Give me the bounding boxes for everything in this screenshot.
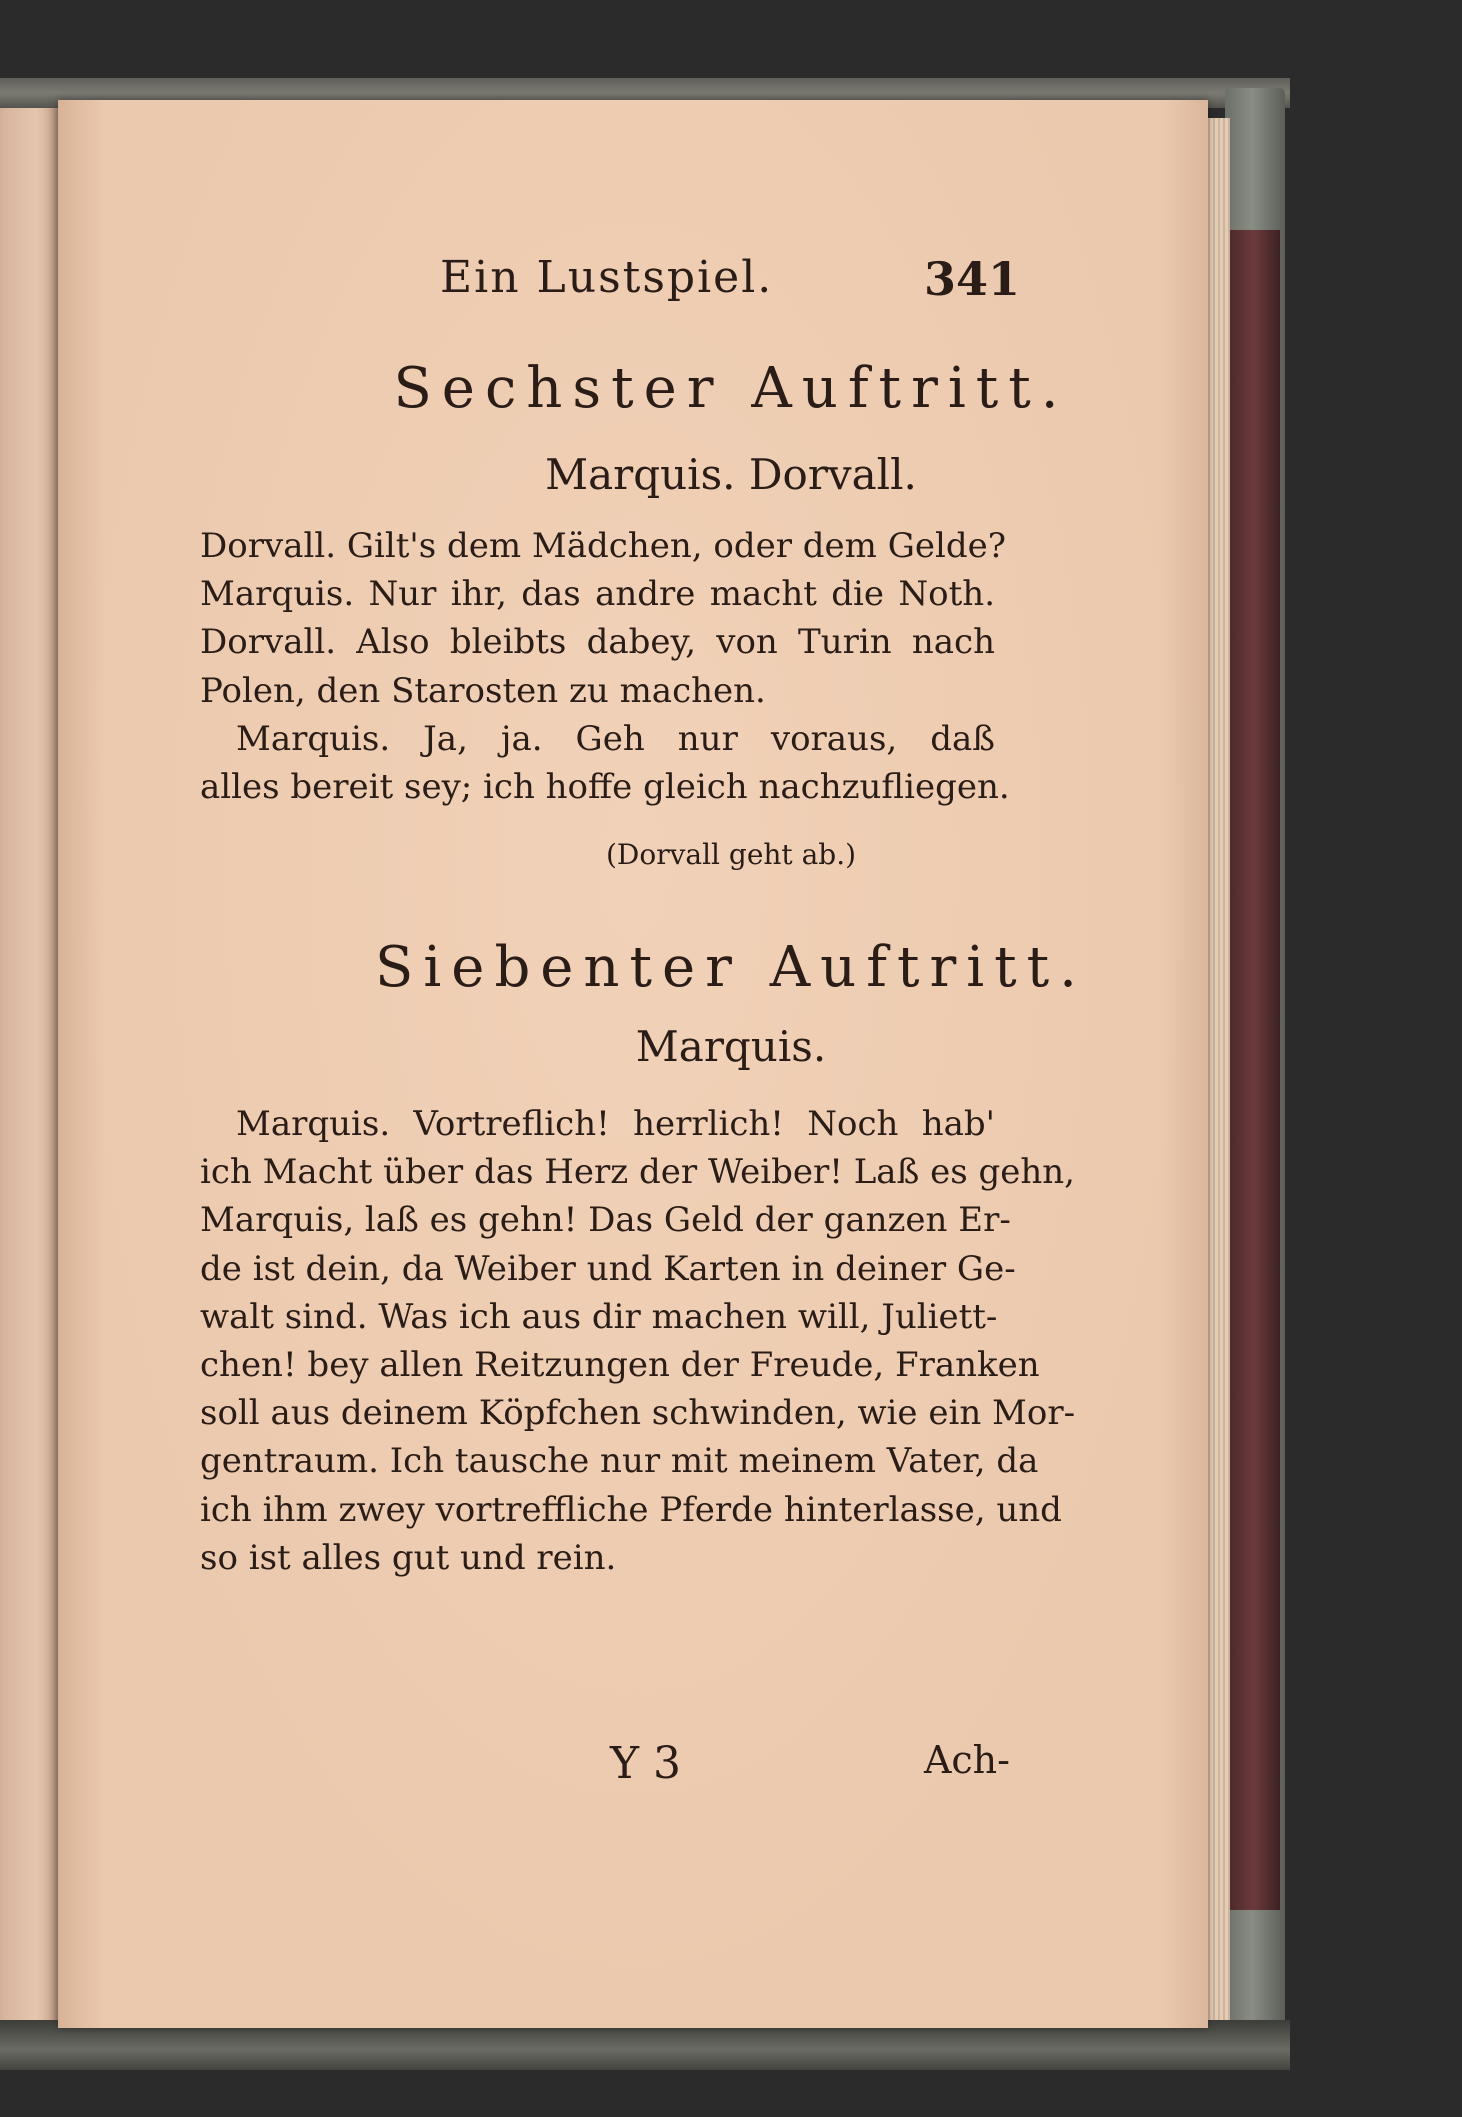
scene-7-monologue	[200, 1100, 1076, 1582]
monologue-line: ich Macht über das Herz der Weiber! Laß es gehn,	[200, 1152, 1075, 1193]
scene-6-dialogue	[200, 522, 1010, 811]
dialogue-line: Dorvall. Gilt's dem Mädchen, oder dem Gelde?	[200, 526, 1006, 566]
monologue-line: so ist alles gut und rein.	[200, 1537, 617, 1578]
monologue-line: gentraum. Ich tausche nur mit meinem Vater, da	[200, 1441, 1039, 1482]
page-number: 341	[923, 252, 1020, 306]
dialogue-line: Marquis. Ja, ja. Geh nur voraus, daß	[236, 718, 995, 759]
scene-heading-7: Siebenter Auftritt.	[375, 935, 1087, 1000]
monologue-line: Marquis. Vortreflich! herrlich! Noch hab'	[236, 1104, 995, 1144]
catchword: Ach-	[923, 1738, 1010, 1782]
dialogue-line: Dorvall. Also bleibts dabey, von Turin nach	[200, 622, 995, 663]
scene-cast-7: Marquis.	[635, 1022, 827, 1071]
monologue-line: soll aus deinem Köpfchen schwinden, wie ein Mor-	[200, 1393, 1076, 1434]
dialogue-line: alles bereit sey; ich hoffe gleich nachzufliegen.	[200, 766, 1010, 807]
monologue-line: de ist dein, da Weiber und Karten in deiner Ge-	[200, 1248, 1016, 1289]
monologue-line: walt sind. Was ich aus dir machen will, Juliett-	[200, 1296, 998, 1337]
scene-heading-6: Sechster Auftritt.	[393, 356, 1069, 421]
signature-mark: Y 3	[610, 1738, 682, 1789]
scene-cast-6: Marquis. Dorvall.	[545, 450, 917, 499]
running-title: Ein Lustspiel.	[440, 252, 774, 303]
monologue-line: Marquis, laß es gehn! Das Geld der ganzen Er-	[200, 1200, 1011, 1241]
page-footer	[560, 1738, 1010, 1798]
dialogue-line: Polen, den Starosten zu machen.	[200, 670, 766, 711]
stage-direction: (Dorvall geht ab.)	[605, 838, 857, 871]
monologue-line: chen! bey allen Reitzungen der Freude, Franken	[200, 1344, 1040, 1385]
running-head	[380, 252, 1020, 312]
dialogue-line: Marquis. Nur ihr, das andre macht die Noth.	[200, 574, 995, 615]
monologue-line: ich ihm zwey vortreffliche Pferde hinterlasse, und	[200, 1489, 1062, 1530]
